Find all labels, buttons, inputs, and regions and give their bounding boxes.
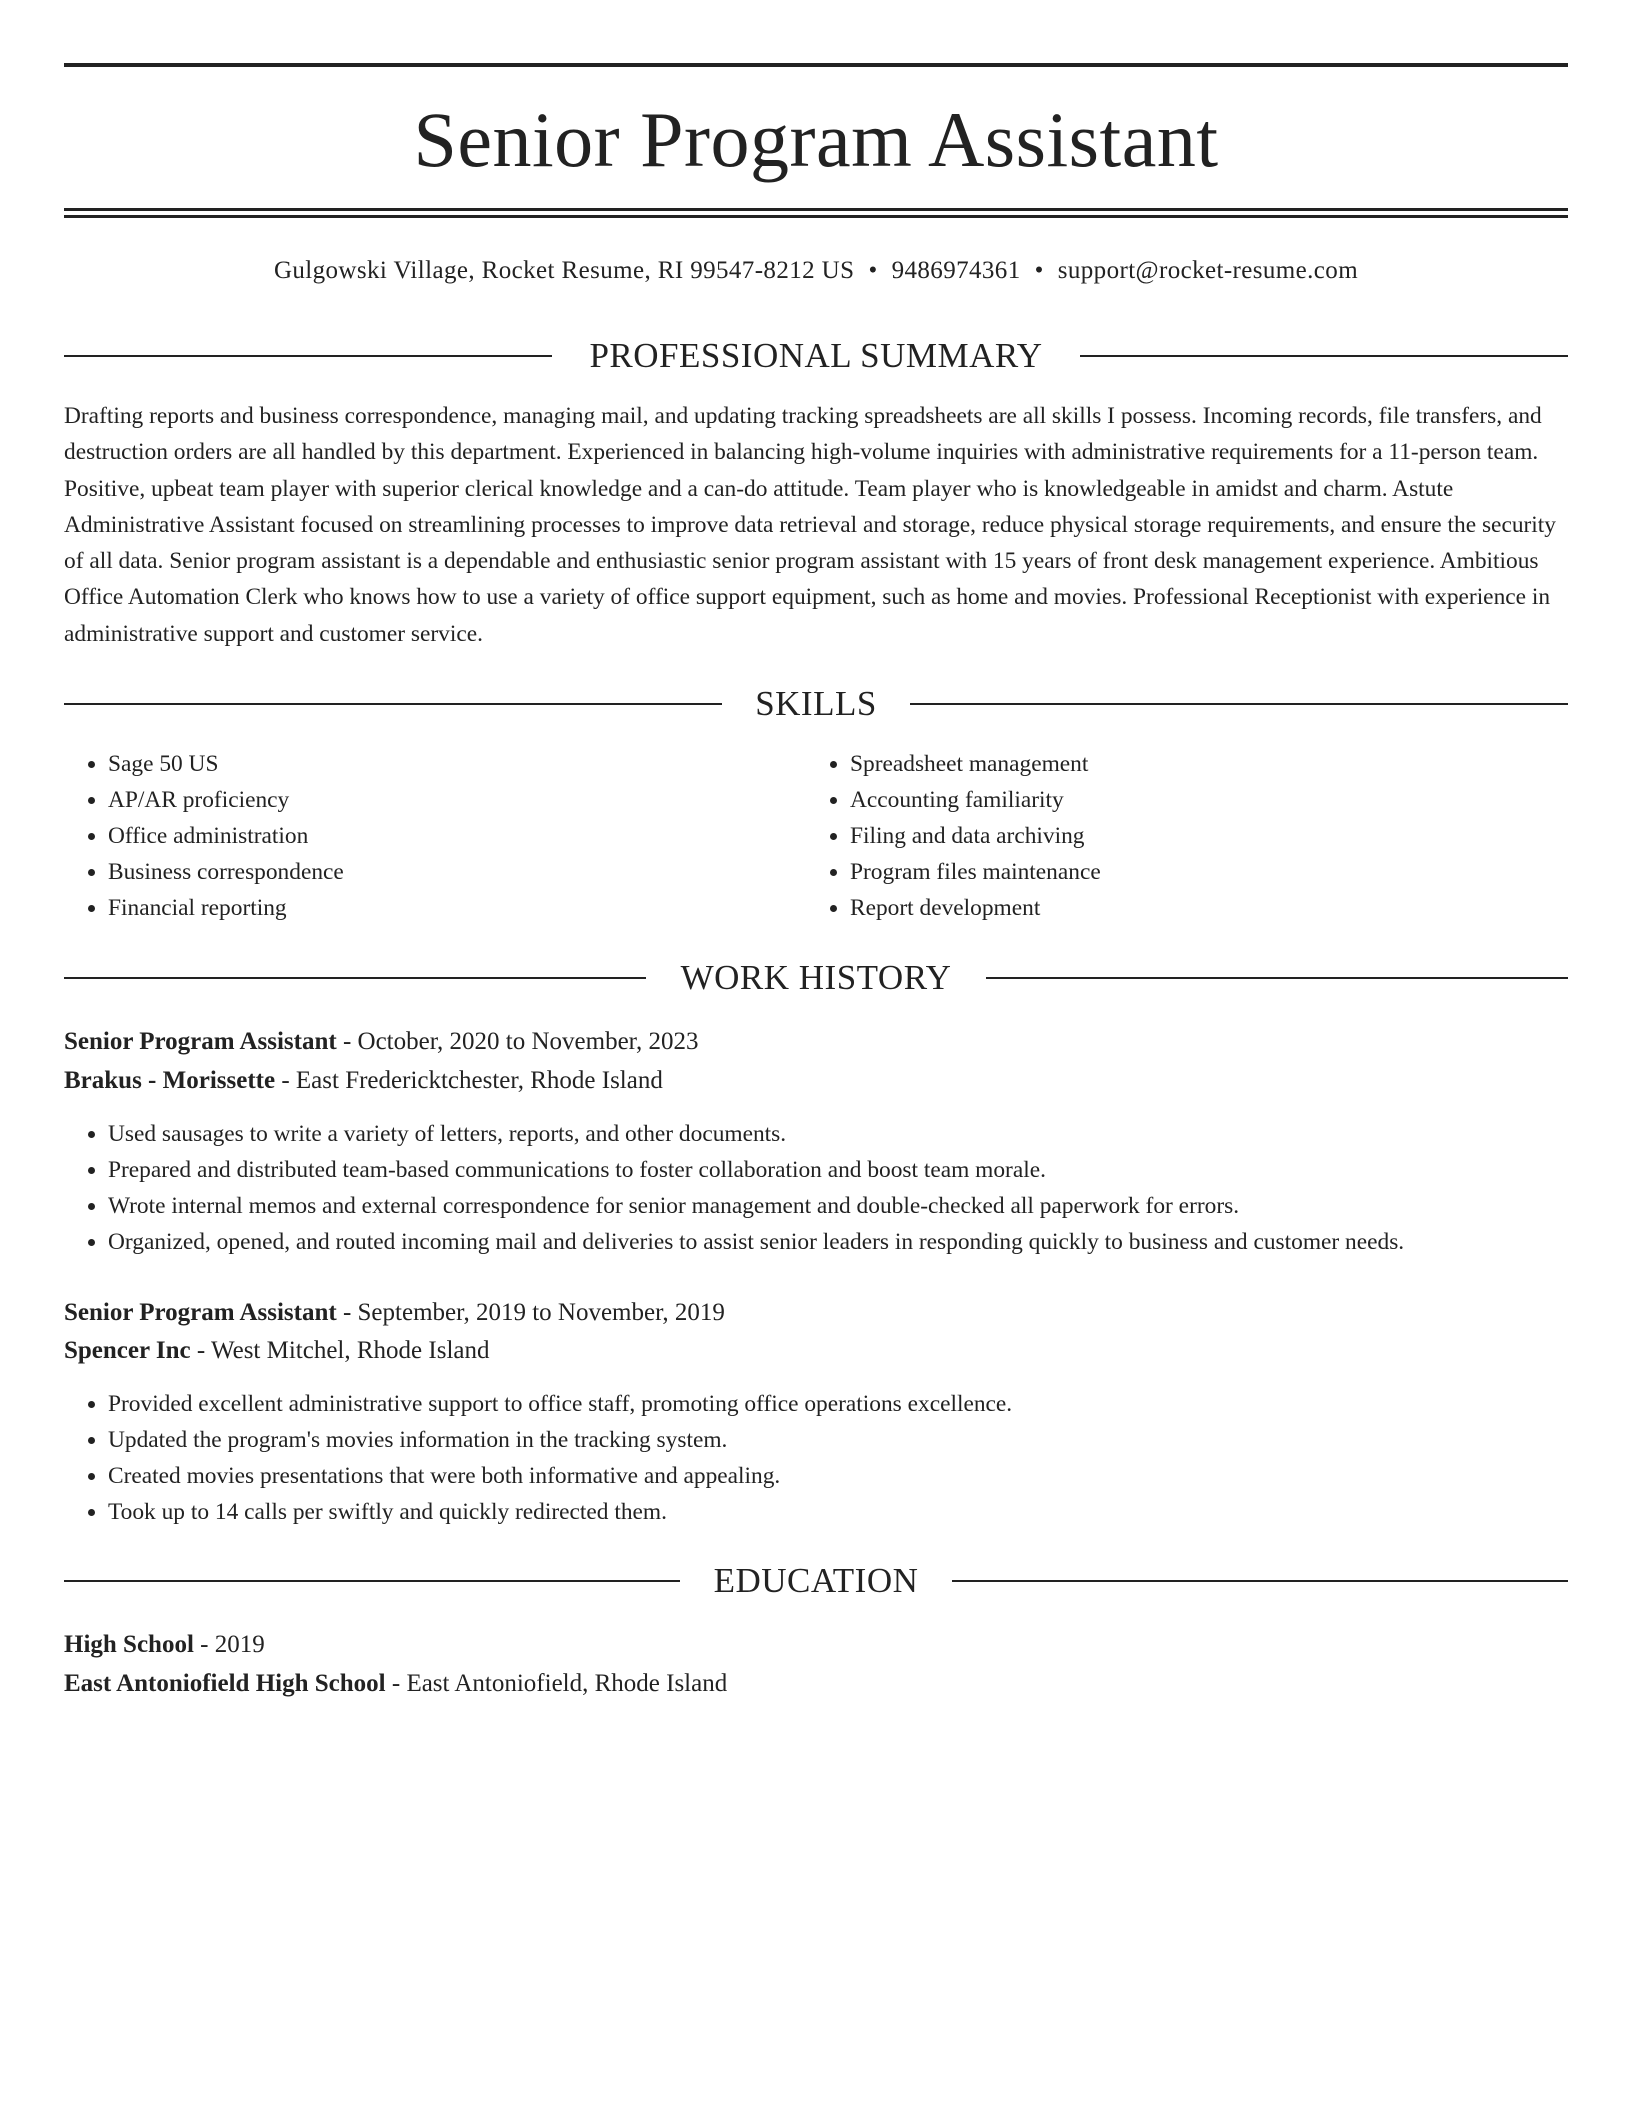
- dash: -: [193, 1631, 215, 1658]
- duty-item: • Wrote internal memos and external correspondence for senior management and double-checked all paperwork for errors.: [108, 1188, 1568, 1224]
- resume-name-title: Senior Program Assistant: [413, 96, 1219, 183]
- skill-item: • Business correspondence: [108, 854, 808, 890]
- skills-heading: SKILLS: [755, 684, 877, 723]
- contact-phone[interactable]: 9486974361: [891, 257, 1021, 284]
- summary-text: Drafting reports and business correspondence, managing mail, and updating tracking spreadsheets are all skills I possess. Incoming records, file transfers, and destruction orders are all handled by this department. Experienced in balancing high-volume inquiries with administrative requirements for a 11-person team. Positive, upbeat team player with superior clerical knowledge and a can-do attitude. Team player who is knowledgeable in amidst and charm. Astute Administrative Assistant focused on streamlining processes to improve data retrieval and storage, reduce physical storage requirements, and ensure the security of all data. Senior program assistant is a dependable and enthusiastic senior program assistant with 15 years of front desk management experience. Ambitious Office Automation Clerk who knows how to use a variety of office support equipment, such as home and movies. Professional Receptionist with experience in administrative support and customer service.: [64, 403, 1556, 647]
- duty-item: • Prepared and distributed team-based communications to foster collaboration and boost team morale.: [108, 1152, 1568, 1188]
- dash: -: [275, 1067, 296, 1094]
- job-dates: September, 2019 to November, 2019: [357, 1299, 725, 1326]
- dash: -: [336, 1028, 358, 1055]
- education-degree-line: [64, 1627, 1568, 1663]
- dash: -: [190, 1337, 211, 1364]
- job-title: Senior Program Assistant: [64, 1028, 337, 1055]
- duty-item: • Created movies presentations that were both informative and appealing.: [108, 1458, 1568, 1494]
- job-duties-list: [64, 1116, 1568, 1260]
- education-year: 2019: [214, 1631, 265, 1658]
- education-degree: High School: [64, 1631, 194, 1658]
- job-company: Brakus - Morissette: [64, 1067, 276, 1094]
- education-heading: EDUCATION: [713, 1561, 919, 1600]
- job-company-line: [64, 1063, 1568, 1099]
- skill-item: • Report development: [850, 890, 1550, 926]
- skill-item: • Financial reporting: [108, 890, 808, 926]
- education-location: East Antoniofield, Rhode Island: [406, 1670, 728, 1697]
- skills-list-right: [806, 746, 1550, 926]
- duty-item: • Provided excellent administrative support to office staff, promoting office operations excellence.: [108, 1386, 1568, 1422]
- job-duties-list: [64, 1386, 1568, 1530]
- skill-item: • AP/AR proficiency: [108, 782, 808, 818]
- job-dates: October, 2020 to November, 2023: [357, 1028, 699, 1055]
- duty-item: • Took up to 14 calls per swiftly and quickly redirected them.: [108, 1494, 1568, 1530]
- skills-list-left: [64, 746, 808, 926]
- work-heading: WORK HISTORY: [680, 958, 952, 997]
- job-company-line: [64, 1333, 1568, 1369]
- skill-item: • Sage 50 US: [108, 746, 808, 782]
- contact-separator: •: [1034, 257, 1044, 284]
- job-location: East Fredericktchester, Rhode Island: [295, 1067, 663, 1094]
- duty-item: • Used sausages to write a variety of letters, reports, and other documents.: [108, 1116, 1568, 1152]
- education-school: East Antoniofield High School: [64, 1670, 386, 1697]
- education-section-header: [64, 1559, 1568, 1603]
- section-rule-right: [1080, 355, 1568, 357]
- job-title: Senior Program Assistant: [64, 1299, 337, 1326]
- section-rule-right: [986, 977, 1568, 979]
- job-location: West Mitchel, Rhode Island: [211, 1337, 490, 1364]
- header-top-rule: [64, 63, 1568, 67]
- contact-line: [64, 254, 1568, 288]
- skill-item: • Spreadsheet management: [850, 746, 1550, 782]
- contact-email[interactable]: support@rocket-resume.com: [1057, 257, 1359, 284]
- job-company: Spencer Inc: [64, 1337, 191, 1364]
- job-title-line: [64, 1024, 1568, 1060]
- duty-item: • Organized, opened, and routed incoming mail and deliveries to assist senior leaders in responding quickly to business and customer needs.: [108, 1224, 1568, 1260]
- skill-item: • Filing and data archiving: [850, 818, 1550, 854]
- dash: -: [336, 1299, 358, 1326]
- section-rule-right: [952, 1580, 1568, 1582]
- skill-item: • Program files maintenance: [850, 854, 1550, 890]
- section-rule-right: [910, 703, 1568, 705]
- summary-section-header: [64, 334, 1568, 378]
- contact-separator: •: [868, 257, 878, 284]
- work-section-header: [64, 956, 1568, 1000]
- duty-item: • Updated the program's movies information in the tracking system.: [108, 1422, 1568, 1458]
- skill-item: • Accounting familiarity: [850, 782, 1550, 818]
- skill-item: • Office administration: [108, 818, 808, 854]
- contact-address: Gulgowski Village, Rocket Resume, RI 99547-8212 US: [273, 257, 855, 284]
- job-title-line: [64, 1295, 1568, 1331]
- summary-heading: PROFESSIONAL SUMMARY: [589, 336, 1043, 375]
- education-school-line: [64, 1666, 1568, 1702]
- dash: -: [385, 1670, 407, 1697]
- skills-section-header: [64, 682, 1568, 726]
- header-double-rule: [64, 208, 1568, 218]
